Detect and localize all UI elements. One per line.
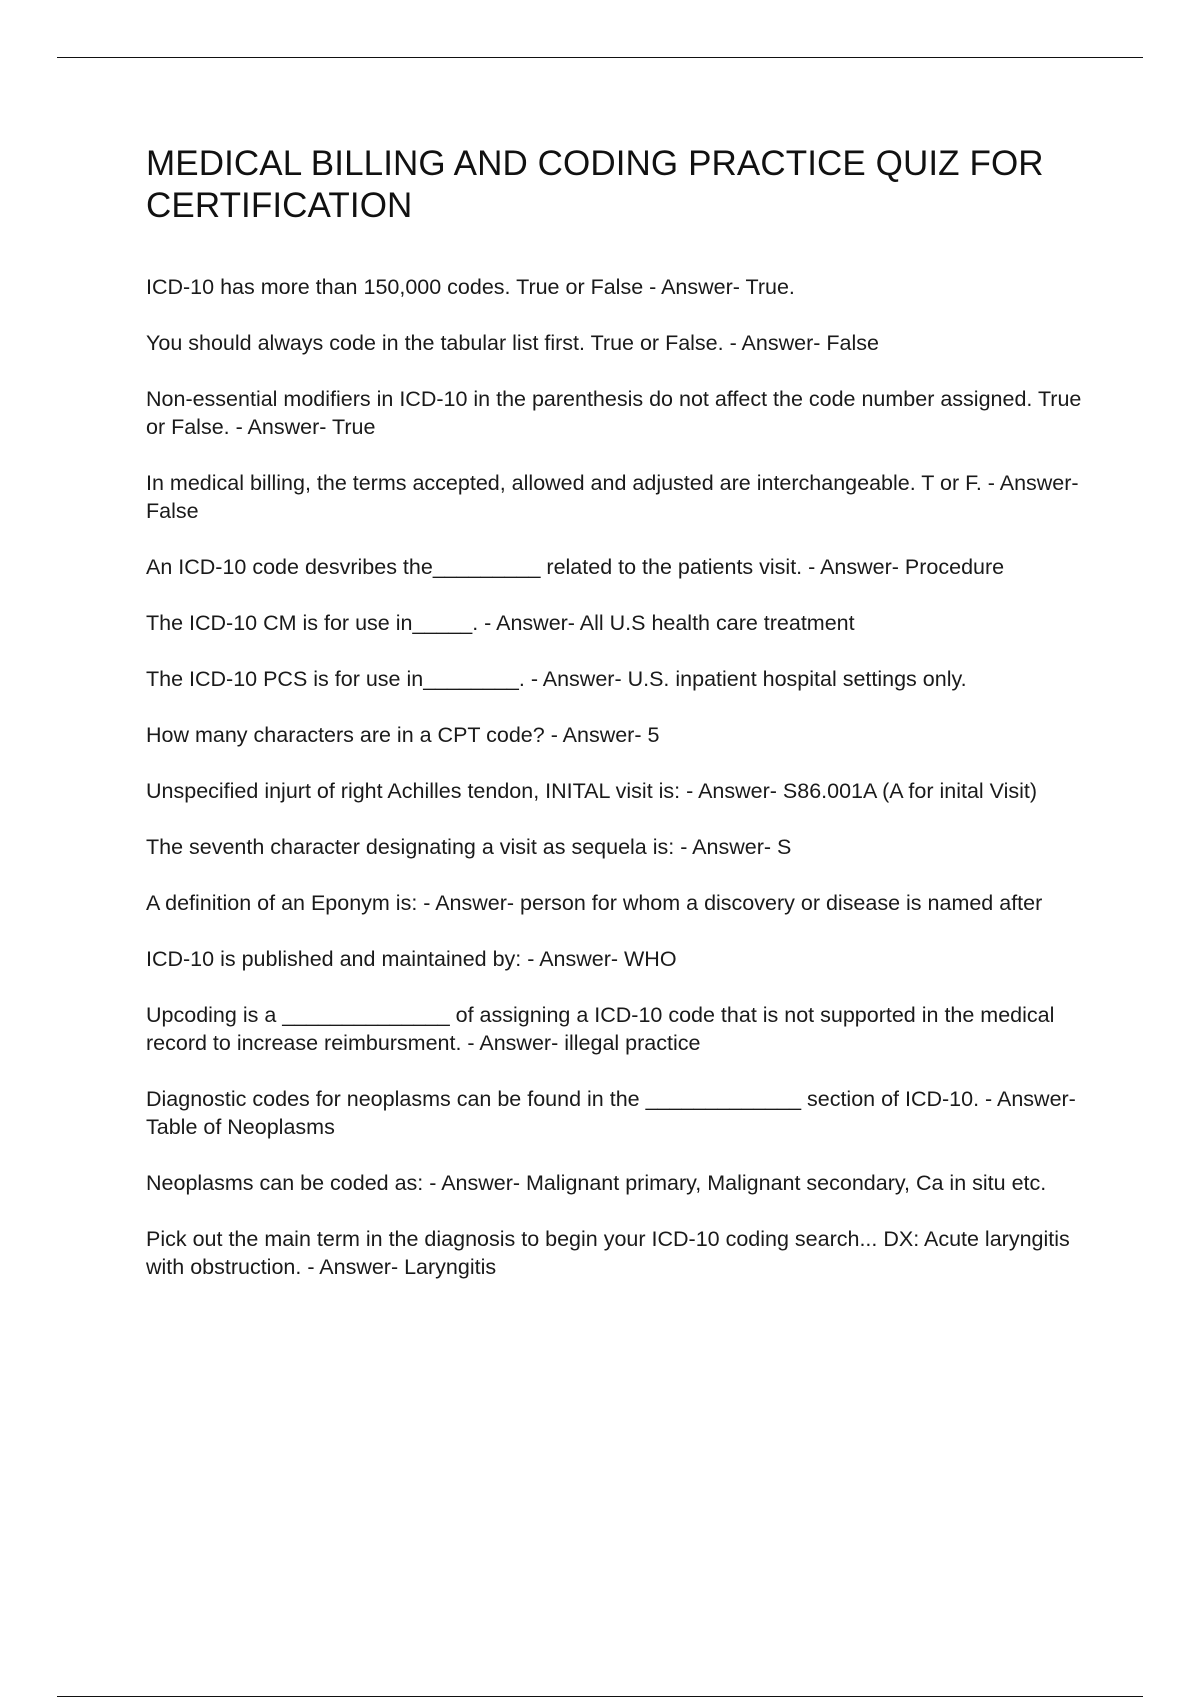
header-rule <box>57 57 1143 58</box>
qa-item: An ICD-10 code desvribes the_________ related to the patients visit. - Answer- Procedure <box>146 555 1005 579</box>
qa-item: A definition of an Eponym is: - Answer- person for whom a discovery or disease is named after <box>146 891 1043 915</box>
qa-item: You should always code in the tabular list first. True or False. - Answer- False <box>146 331 879 355</box>
qa-item: Unspecified injurt of right Achilles tendon, INITAL visit is: - Answer- S86.001A (A for inital Visit) <box>146 779 1038 803</box>
qa-item: The seventh character designating a visit as sequela is: - Answer- S <box>146 835 792 859</box>
document-title: MEDICAL BILLING AND CODING PRACTICE QUIZ FOR CERTIFICATION <box>146 144 1044 225</box>
qa-list <box>146 273 1096 1281</box>
qa-item: Diagnostic codes for neoplasms can be found in the _____________ section of ICD-10. - Answer- Table of Neoplasms <box>146 1087 1076 1139</box>
qa-item: ICD-10 has more than 150,000 codes. True or False - Answer- True. <box>146 275 795 299</box>
footer-rule <box>57 1696 1143 1697</box>
qa-item: ICD-10 is published and maintained by: - Answer- WHO <box>146 947 677 971</box>
qa-item: The ICD-10 PCS is for use in________. - Answer- U.S. inpatient hospital settings only. <box>146 667 967 691</box>
qa-item: The ICD-10 CM is for use in_____. - Answer- All U.S health care treatment <box>146 611 855 635</box>
qa-item: Upcoding is a ______________ of assigning a ICD-10 code that is not supported in the medical record to increase reimbursment. - Answer- illegal practice <box>146 1003 1055 1055</box>
qa-item: In medical billing, the terms accepted, allowed and adjusted are interchangeable. T or F. - Answer- False <box>146 471 1079 523</box>
qa-item: Pick out the main term in the diagnosis to begin your ICD-10 coding search... DX: Acute laryngitis with obstruction. - Answer- Laryngitis <box>146 1227 1070 1279</box>
document-content <box>146 143 1096 1309</box>
qa-item: How many characters are in a CPT code? - Answer- 5 <box>146 723 660 747</box>
qa-item: Neoplasms can be coded as: - Answer- Malignant primary, Malignant secondary, Ca in situ etc. <box>146 1171 1047 1195</box>
qa-item: Non-essential modifiers in ICD-10 in the parenthesis do not affect the code number assigned. True or False. - Answer- True <box>146 387 1082 439</box>
